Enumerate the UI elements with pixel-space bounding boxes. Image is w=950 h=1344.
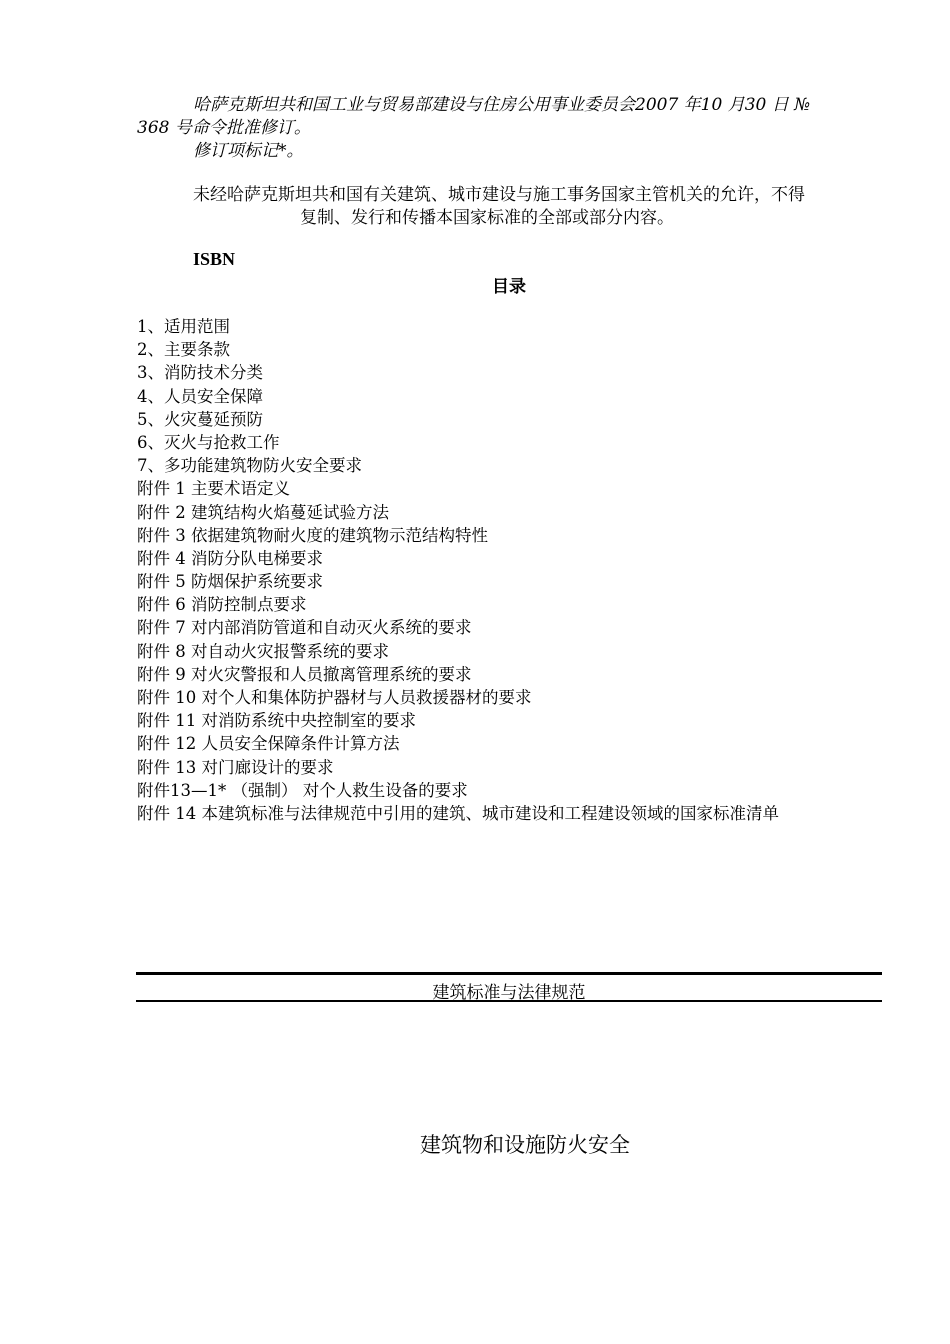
toc-item: 附件 12 人员安全保障条件计算方法 <box>137 734 400 754</box>
toc-item: 附件 5 防烟保护系统要求 <box>137 572 323 592</box>
toc-item: 3、消防技术分类 <box>137 363 263 383</box>
toc-item: 附件 9 对火灾警报和人员撤离管理系统的要求 <box>137 664 472 684</box>
toc-item: 2、主要条款 <box>137 340 230 360</box>
document-title: 建筑物和设施防火安全 <box>420 1133 630 1157</box>
toc-item: 4、人员安全保障 <box>137 386 263 406</box>
toc-item: 附件 11 对消防系统中央控制室的要求 <box>137 711 416 731</box>
toc-item: 7、多功能建筑物防火安全要求 <box>137 456 362 476</box>
footer-top-rule <box>136 972 882 975</box>
copyright-notice-line-2: 复制、发行和传播本国家标准的全部或部分内容。 <box>300 208 674 228</box>
footer-bottom-rule <box>136 1000 882 1002</box>
table-of-contents <box>137 315 779 825</box>
toc-item: 附件 2 建筑结构火焰蔓延试验方法 <box>137 502 389 522</box>
toc-item: 附件13—1* （强制） 对个人救生设备的要求 <box>137 780 468 800</box>
toc-item: 附件 7 对内部消防管道和自动灭火系统的要求 <box>137 618 472 638</box>
toc-title: 目录 <box>492 277 526 297</box>
isbn-label: ISBN <box>193 249 236 269</box>
toc-item: 1、适用范围 <box>137 317 230 336</box>
toc-item: 附件 4 消防分队电梯要求 <box>137 548 323 568</box>
toc-item: 附件 13 对门廊设计的要求 <box>137 757 334 777</box>
toc-item: 附件 6 消防控制点要求 <box>137 595 307 615</box>
copyright-notice-line-1: 未经哈萨克斯坦共和国有关建筑、城市建设与施工事务国家主管机关的允许，不得 <box>193 185 805 205</box>
toc-item: 5、火灾蔓延预防 <box>137 409 263 429</box>
series-title: 建筑标准与法律规范 <box>432 983 586 1003</box>
toc-item: 附件 1 主要术语定义 <box>137 479 290 499</box>
approval-line-2: 368 号命令批准修订。 <box>137 118 311 138</box>
toc-item: 6、灭火与抢救工作 <box>137 432 280 452</box>
revision-mark-note: 修订项标记*。 <box>193 141 304 161</box>
toc-item: 附件 14 本建筑标准与法律规范中引用的建筑、城市建设和工程建设领域的国家标准清单 <box>137 803 779 823</box>
toc-item: 附件 8 对自动火灾报警系统的要求 <box>137 641 389 661</box>
toc-item: 附件 3 依据建筑物耐火度的建筑物示范结构特性 <box>137 525 488 545</box>
approval-line-1: 哈萨克斯坦共和国工业与贸易部建设与住房公用事业委员会2007 年10 月30 日 № <box>193 95 811 115</box>
toc-item: 附件 10 对个人和集体防护器材与人员救援器材的要求 <box>137 688 532 707</box>
